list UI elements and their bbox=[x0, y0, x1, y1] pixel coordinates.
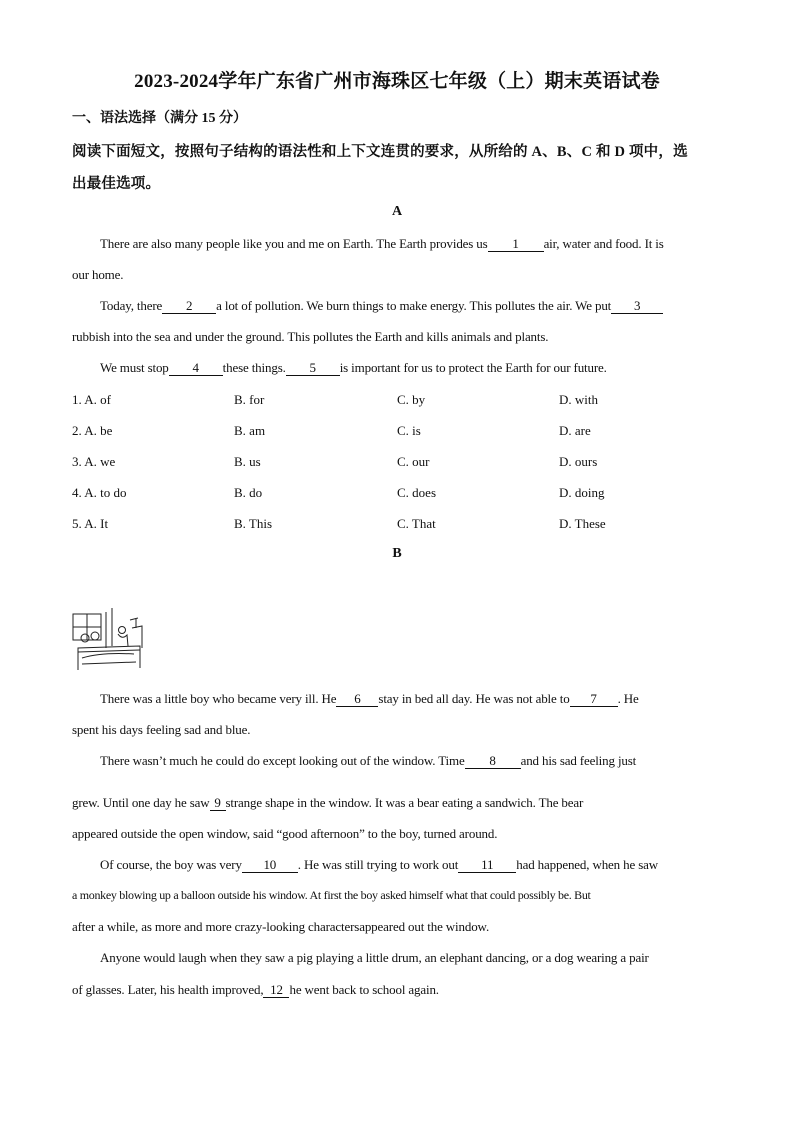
option-2c: C. is bbox=[397, 423, 421, 438]
option-3d: D. ours bbox=[559, 454, 598, 469]
option-4d: D. doing bbox=[559, 485, 605, 500]
passage-b-line-4 bbox=[72, 795, 583, 811]
text: these things. bbox=[222, 360, 286, 375]
section-heading: 一、语法选择（满分 15 分） bbox=[72, 111, 247, 126]
passage-b-line-2: spent his days feeling sad and blue. bbox=[72, 722, 251, 737]
passage-b-line-10 bbox=[72, 982, 439, 998]
text: strange shape in the window. It was a bear eating a sandwich. The bear bbox=[225, 795, 584, 810]
option-2a: 2. A. be bbox=[72, 423, 113, 438]
blank-9: 9 bbox=[210, 796, 226, 811]
blank-3: 3 bbox=[611, 299, 663, 314]
blank-10: 10 bbox=[242, 858, 298, 873]
text: of glasses. Later, his health improved, bbox=[72, 982, 264, 997]
text: stay in bed all day. He was not able to bbox=[378, 691, 570, 706]
instruction-line-2: 出最佳选项。 bbox=[72, 176, 161, 192]
option-1d: D. with bbox=[559, 392, 598, 407]
passage-b-line-3 bbox=[100, 753, 636, 769]
text: There was a little boy who became very ill. He bbox=[100, 691, 337, 706]
text: There are also many people like you and me on Earth. The Earth provides us bbox=[100, 236, 488, 251]
passage-a-line-1 bbox=[100, 236, 664, 252]
option-1a: 1. A. of bbox=[72, 392, 111, 407]
text: he went back to school again. bbox=[289, 982, 439, 997]
option-4c: C. does bbox=[397, 485, 436, 500]
blank-4: 4 bbox=[169, 361, 223, 376]
boy-in-bed-illustration bbox=[72, 608, 144, 674]
passage-b-line-9: Anyone would laugh when they saw a pig playing a little drum, an elephant dancing, or a dog wearing a pair bbox=[100, 950, 649, 965]
option-5b: B. This bbox=[234, 516, 273, 531]
option-5d: D. These bbox=[559, 516, 606, 531]
option-4b: B. do bbox=[234, 485, 263, 500]
blank-11: 11 bbox=[458, 858, 516, 873]
passage-b-line-5: appeared outside the open window, said “good afternoon” to the boy, turned around. bbox=[72, 826, 498, 841]
text: . He was still trying to work out bbox=[297, 857, 459, 872]
text: air, water and food. It is bbox=[543, 236, 664, 251]
blank-1: 1 bbox=[488, 237, 544, 252]
text: and his sad feeling just bbox=[520, 753, 637, 768]
passage-a-line-2: our home. bbox=[72, 267, 124, 282]
passage-b-line-8: after a while, as more and more crazy-looking charactersappeared out the window. bbox=[72, 919, 490, 934]
blank-2: 2 bbox=[162, 299, 216, 314]
text: had happened, when he saw bbox=[516, 857, 658, 872]
blank-5: 5 bbox=[286, 361, 340, 376]
blank-6: 6 bbox=[336, 692, 378, 707]
option-3c: C. our bbox=[397, 454, 430, 469]
blank-12: 12 bbox=[263, 983, 289, 998]
passage-b-line-7: a monkey blowing up a balloon outside his window. At first the boy asked himself what that could possibly be. But bbox=[72, 888, 591, 902]
passage-a-line-5 bbox=[100, 360, 607, 376]
passage-b-label: B bbox=[392, 546, 402, 561]
option-1b: B. for bbox=[234, 392, 265, 407]
option-3b: B. us bbox=[234, 454, 261, 469]
option-1c: C. by bbox=[397, 392, 426, 407]
option-2b: B. am bbox=[234, 423, 266, 438]
option-3a: 3. A. we bbox=[72, 454, 116, 469]
illustration-svg bbox=[72, 608, 144, 674]
option-5a: 5. A. It bbox=[72, 516, 109, 531]
exam-title: 2023-2024学年广东省广州市海珠区七年级（上）期末英语试卷 bbox=[134, 71, 660, 92]
instruction-line-1: 阅读下面短文，按照句子结构的语法性和上下文连贯的要求，从所给的 A、B、C 和 D 项中，选 bbox=[72, 144, 688, 160]
passage-a-line-4: rubbish into the sea and under the ground. This pollutes the Earth and kills animals and plants. bbox=[72, 329, 549, 344]
passage-a-label: A bbox=[391, 204, 403, 219]
option-5c: C. That bbox=[397, 516, 436, 531]
passage-b-line-1 bbox=[100, 691, 639, 707]
passage-a-line-3 bbox=[100, 298, 663, 314]
text: a lot of pollution. We burn things to make energy. This pollutes the air. We put bbox=[216, 298, 612, 313]
text: grew. Until one day he saw bbox=[72, 795, 210, 810]
text: is important for us to protect the Earth for our future. bbox=[339, 360, 607, 375]
passage-b-line-6 bbox=[100, 857, 658, 873]
text: Of course, the boy was very bbox=[100, 857, 242, 872]
blank-7: 7 bbox=[570, 692, 618, 707]
option-2d: D. are bbox=[559, 423, 591, 438]
text: There wasn’t much he could do except looking out of the window. Time bbox=[100, 753, 465, 768]
text: Today, there bbox=[100, 298, 163, 313]
blank-8: 8 bbox=[465, 754, 521, 769]
text: We must stop bbox=[100, 360, 169, 375]
option-4a: 4. A. to do bbox=[72, 485, 127, 500]
text: . He bbox=[617, 691, 639, 706]
